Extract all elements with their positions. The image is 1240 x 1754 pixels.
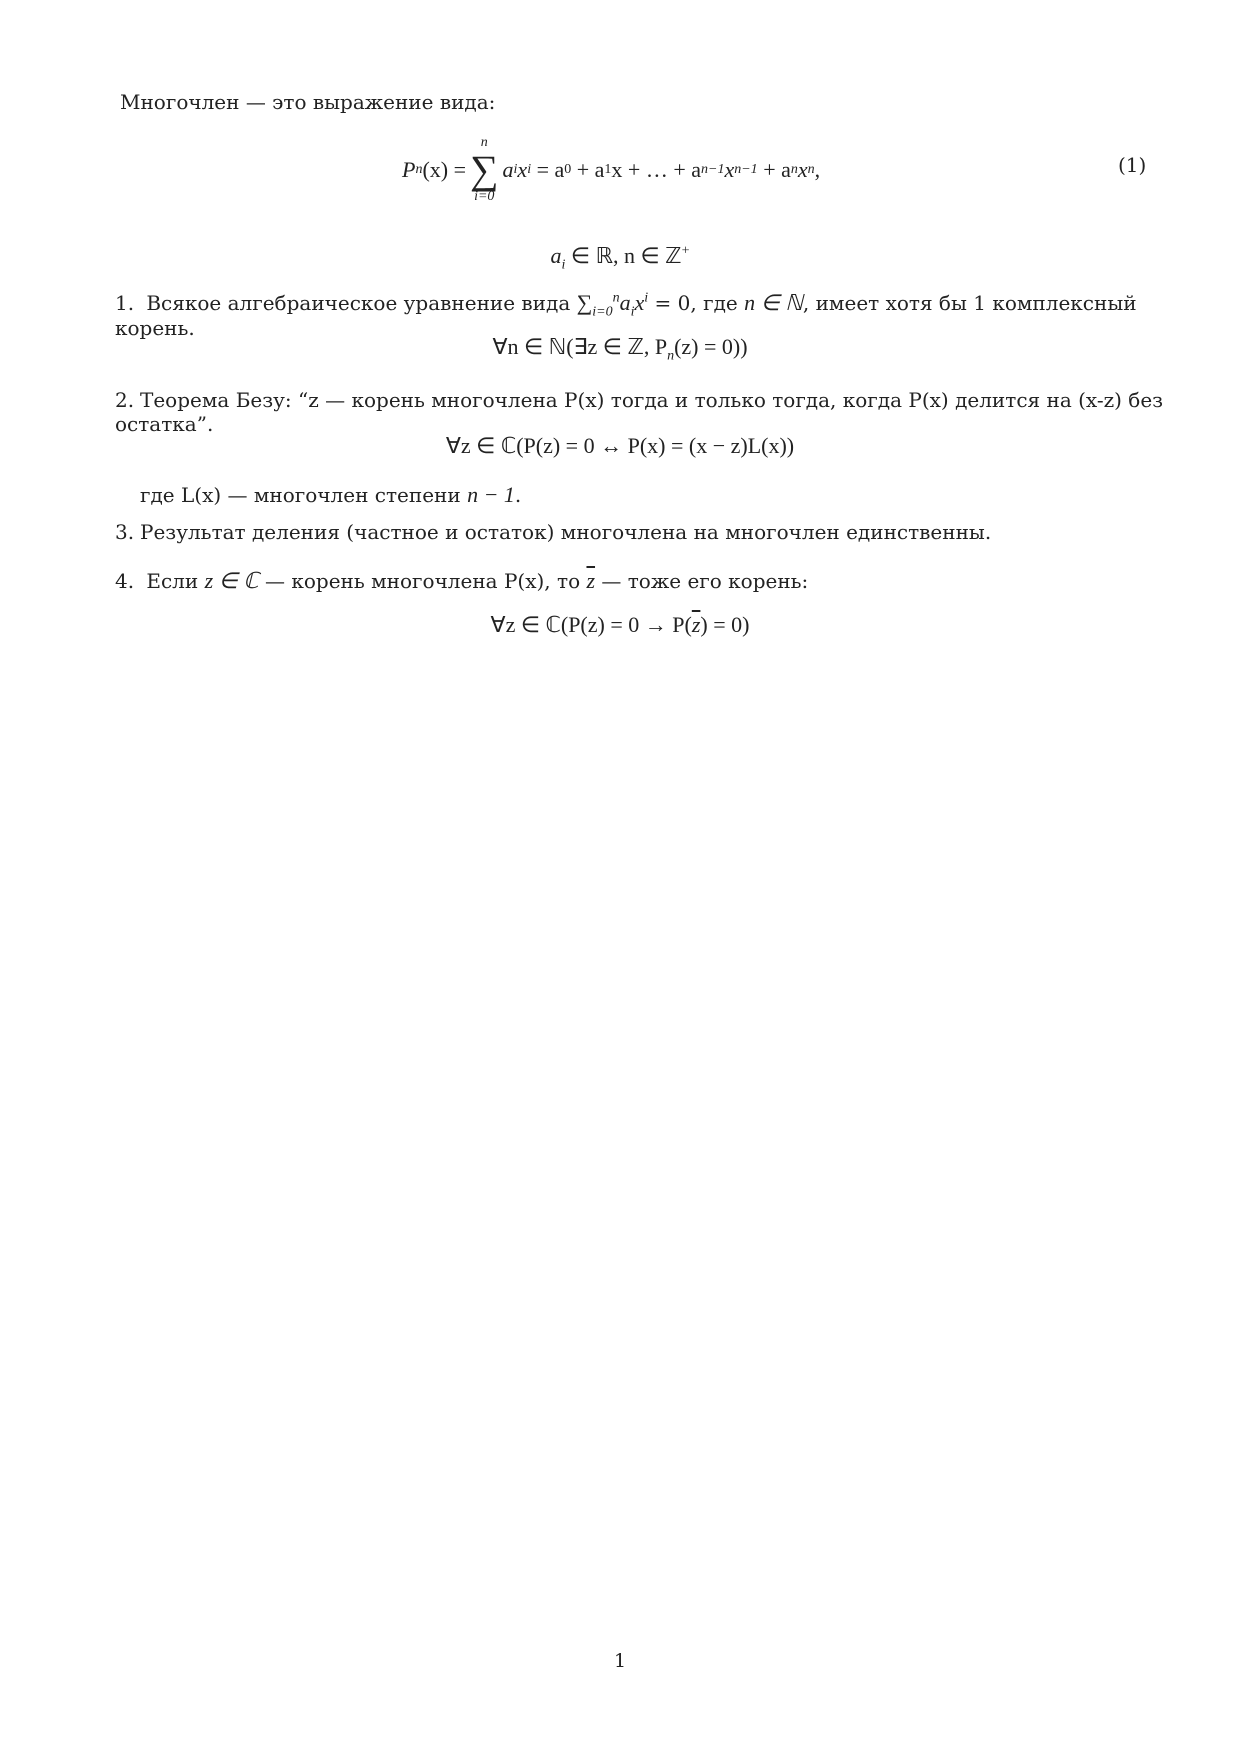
- list-item-2: 2. Теорема Безу: “z — корень многочлена P(x) тогда и только тогда, когда P(x) делится на (x-z) без остатка”.: [115, 388, 1164, 436]
- intro-text: Многочлен — это выражение вида:: [120, 90, 496, 114]
- list-item-4: 4. Если z ∈ ℂ — корень многочлена P(x), то $\overline{z}$ — тоже его корень:: [115, 568, 809, 593]
- equation-1: P n (x) = n ∑ i=0 a i x i = a 0 + a 1 x + … + a n−1 x n−1 + a n x n ,: [402, 135, 821, 204]
- coefficient-conditions: $a_i$ ∈ ℝ, n ∈ ℤ+: [550, 243, 690, 273]
- formula-item-1: ∀n ∈ ℕ(∃z ∈ ℤ, $P_n(z) = 0$)): [492, 334, 748, 364]
- list-item-1: 1. Всякое алгебраическое уравнение вида $\sum_{i=0}^na_ix^i = 0$, где n ∈ ℕ, имеет хотя бы 1 комплексный корень.: [115, 290, 1137, 340]
- formula-item-2: ∀z ∈ ℂ(P(z) = 0 ↔ P(x) = (x − z)L(x)): [445, 433, 795, 458]
- equation-number: (1): [1118, 153, 1147, 177]
- summation-symbol: n ∑ i=0: [470, 135, 499, 204]
- page-number: 1: [613, 1650, 627, 1672]
- formula-item-4: ∀z ∈ ℂ(P(z) = $0 \to P(\overline{z}) = 0$): [490, 612, 750, 637]
- note-item-2: где L(x) — многочлен степени n − 1.: [140, 482, 522, 507]
- list-item-3: 3. Результат деления (частное и остаток) многочлена на многочлен единственны.: [115, 520, 992, 544]
